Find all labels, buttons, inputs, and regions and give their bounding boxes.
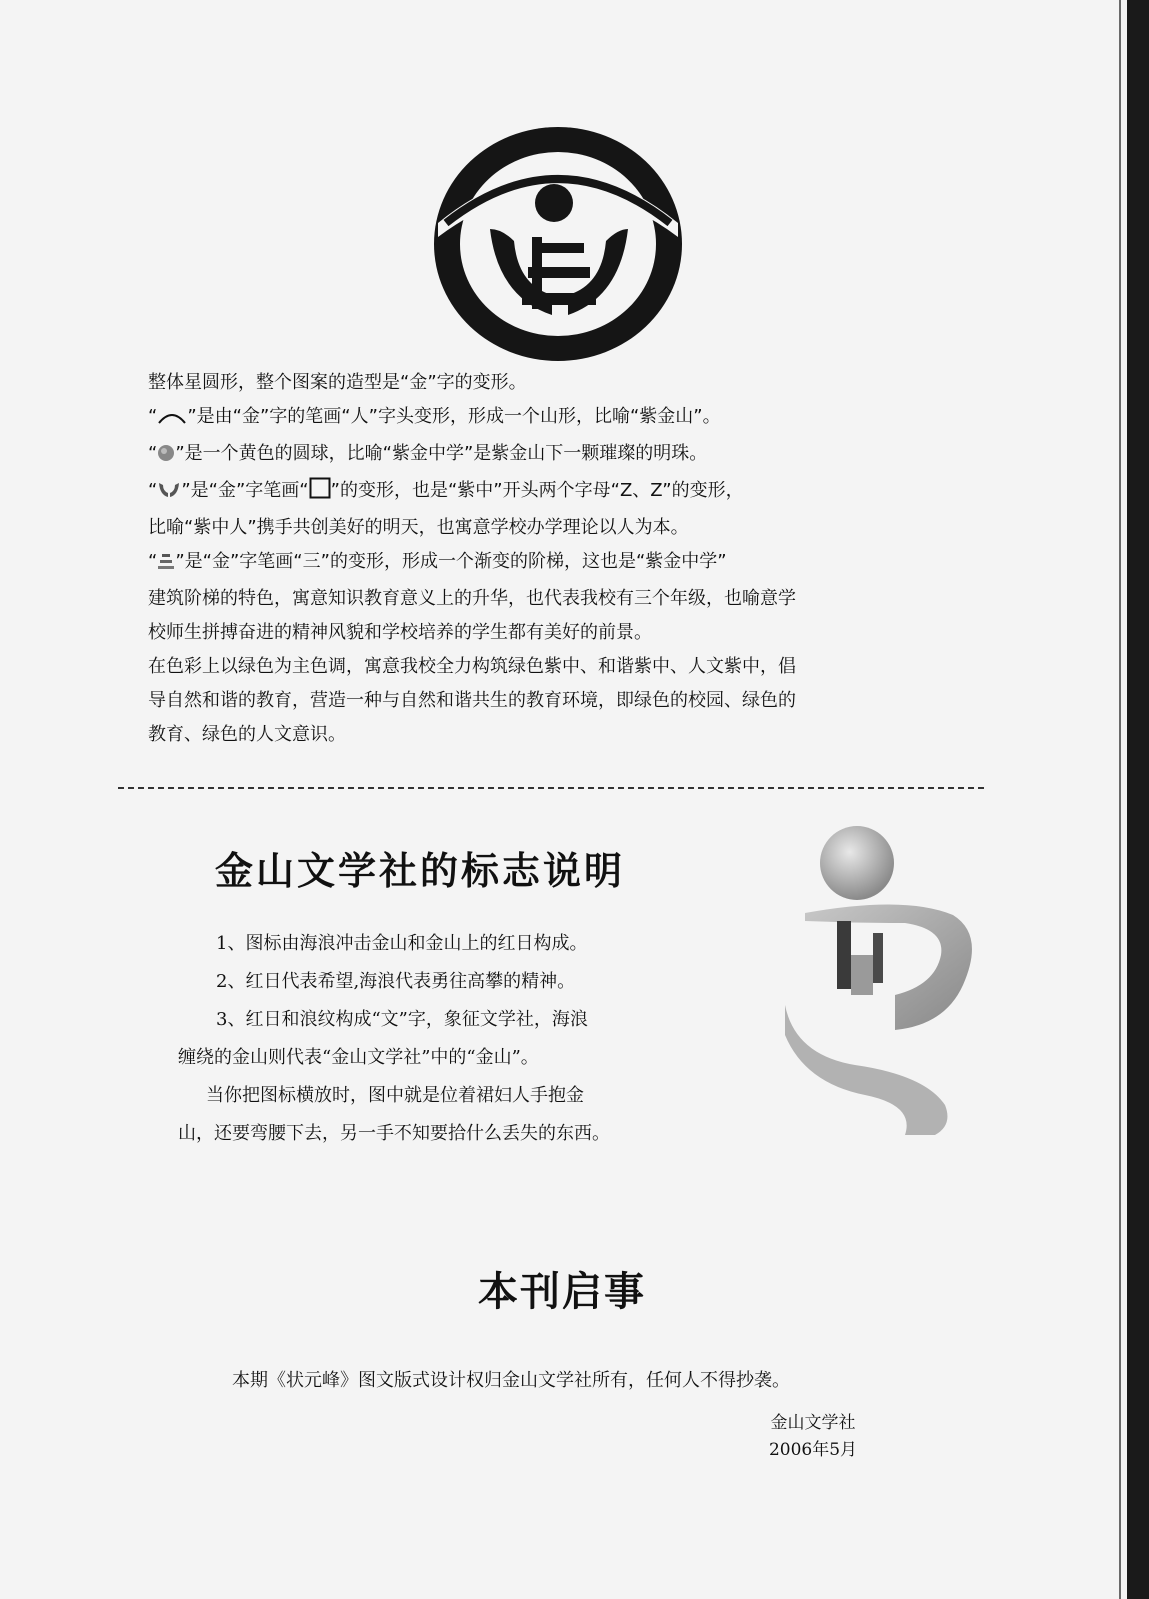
club-logo-wave-bottom bbox=[785, 1005, 947, 1135]
description-text: 在色彩上以绿色为主色调，寓意我校全力构筑绿色紫中、和谐紫中、人文紫中，倡 bbox=[148, 656, 796, 677]
description-line bbox=[148, 511, 968, 545]
club-logo-wave-top bbox=[805, 904, 972, 1030]
leaf-pair-icon bbox=[157, 477, 181, 511]
description-text: “ bbox=[148, 443, 158, 464]
club-logo-sun bbox=[820, 826, 894, 900]
description-text: “ bbox=[148, 551, 158, 572]
description-text: 建筑阶梯的特色，寓意知识教育意义上的升华，也代表我校有三个年级，也喻意学 bbox=[148, 588, 796, 609]
description-text: ”是“金”字笔画“三”的变形，形成一个渐变的阶梯，这也是“紫金中学” bbox=[175, 551, 727, 572]
description-text: ”是“金”字笔画“ bbox=[181, 480, 309, 501]
description-line bbox=[148, 718, 968, 752]
school-emblem-logo bbox=[432, 125, 684, 363]
stairs-icon bbox=[157, 548, 175, 582]
club-description-line: 3、红日和浪纹构成“文”字，象征文学社，海浪 bbox=[216, 1009, 588, 1030]
description-text: 校师生拼搏奋进的精神风貌和学校培养的学生都有美好的前景。 bbox=[148, 622, 652, 643]
signature-date: 2006年5月 bbox=[768, 1440, 858, 1460]
description-line bbox=[148, 650, 968, 684]
scan-edge-border bbox=[1127, 0, 1149, 1599]
mountain-arc-icon bbox=[157, 403, 187, 437]
emblem-ball bbox=[535, 184, 573, 222]
description-line bbox=[148, 474, 968, 511]
description-text: 教育、绿色的人文意识。 bbox=[148, 724, 346, 745]
club-description-line: 1、图标由海浪冲击金山和金山上的红日构成。 bbox=[216, 933, 588, 954]
club-description-line: 山，还要弯腰下去，另一手不知要拾什么丢失的东西。 bbox=[178, 1123, 610, 1144]
description-text: 导自然和谐的教育，营造一种与自然和谐共生的教育环境，即绿色的校园、绿色的 bbox=[148, 690, 796, 711]
description-line bbox=[148, 684, 968, 718]
description-text: 整体星圆形，整个图案的造型是“金”字的变形。 bbox=[148, 372, 527, 393]
ball-icon bbox=[157, 440, 175, 474]
literary-club-logo bbox=[785, 825, 985, 1135]
notice-title: 本刊启事 bbox=[478, 1268, 646, 1315]
section-divider bbox=[118, 787, 984, 789]
club-description-line: 当你把图标横放时，图中就是位着裙妇人手抱金 bbox=[206, 1085, 584, 1106]
description-text: ”是由“金”字的笔画“人”字头变形，形成一个山形，比喻“紫金山”。 bbox=[187, 406, 721, 427]
club-description-line: 缠绕的金山则代表“金山文学社”中的“金山”。 bbox=[178, 1047, 539, 1068]
description-text: “ bbox=[148, 480, 158, 501]
club-logo-mountain-left bbox=[837, 921, 851, 989]
description-line bbox=[148, 545, 968, 582]
club-section-title: 金山文学社的标志说明 bbox=[215, 849, 626, 893]
description-line bbox=[148, 437, 968, 474]
school-emblem-description bbox=[148, 366, 968, 752]
club-description-line: 2、红日代表希望,海浪代表勇往高攀的精神。 bbox=[216, 971, 576, 992]
description-text: ”的变形，也是“紫中”开头两个字母“Z、Z”的变形， bbox=[330, 480, 744, 501]
description-line bbox=[148, 400, 968, 437]
description-line bbox=[148, 582, 968, 616]
description-line bbox=[148, 616, 968, 650]
description-text: “ bbox=[148, 406, 158, 427]
signature-org: 金山文学社 bbox=[770, 1413, 856, 1433]
description-text: 比喻“紫中人”携手共创美好的明天，也寓意学校办学理论以人为本。 bbox=[148, 517, 689, 538]
emblem-stair-rail bbox=[532, 237, 542, 309]
club-logo-mountain-base bbox=[851, 955, 873, 995]
description-text: ”是一个黄色的圆球，比喻“紫金中学”是紫金山下一颗璀璨的明珠。 bbox=[175, 443, 708, 464]
description-line bbox=[148, 366, 968, 400]
notice-signature bbox=[758, 1410, 868, 1464]
square-icon bbox=[309, 477, 331, 511]
scan-edge-line bbox=[1119, 0, 1121, 1599]
club-description bbox=[178, 925, 738, 1153]
notice-body: 本期《状元峰》图文版式设计权归金山文学社所有，任何人不得抄袭。 bbox=[232, 1370, 790, 1391]
club-logo-mountain-right bbox=[873, 933, 883, 983]
